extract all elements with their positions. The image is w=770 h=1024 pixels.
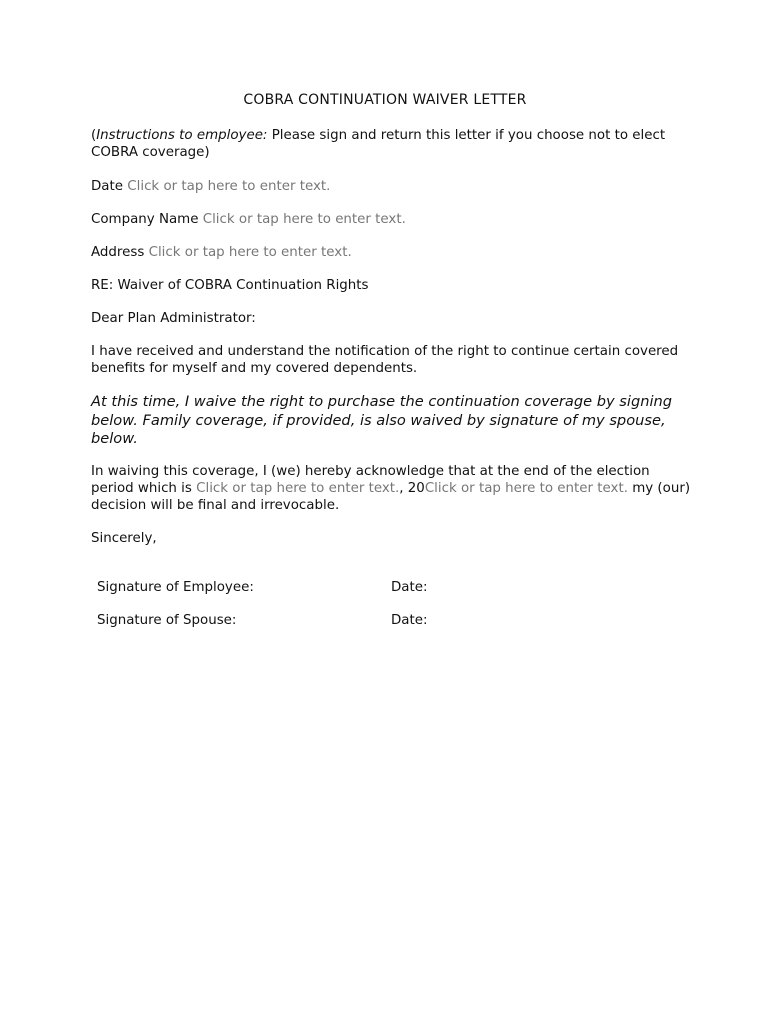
date-label: Date [91, 179, 124, 194]
company-placeholder-field[interactable]: Click or tap here to enter text. [202, 212, 406, 227]
acknowledge-text-2: , 20 [399, 481, 425, 496]
salutation: Dear Plan Administrator: [91, 311, 256, 326]
instructions-open-paren: ( [91, 128, 97, 143]
instructions-paragraph [91, 127, 691, 161]
address-label: Address [91, 245, 145, 260]
election-period-placeholder-field[interactable]: Click or tap here to enter text. [196, 481, 400, 496]
acknowledge-paragraph [91, 463, 691, 514]
date-line [91, 178, 691, 195]
closing: Sincerely, [91, 531, 157, 546]
instructions-text: Please sign and return this letter if you choose not to elect COBRA coverage) [91, 128, 666, 160]
address-placeholder-field[interactable]: Click or tap here to enter text. [148, 245, 352, 260]
employee-date-label: Date: [391, 580, 428, 595]
company-label: Company Name [91, 212, 199, 227]
address-line [91, 244, 691, 261]
instructions-label: Instructions to employee: [96, 128, 268, 143]
date-placeholder-field[interactable]: Click or tap here to enter text. [127, 179, 331, 194]
re-line: RE: Waiver of COBRA Continuation Rights [91, 278, 369, 293]
received-paragraph: I have received and understand the notification of the right to continue certain covered benefits for myself and my covered dependents. [91, 344, 679, 376]
spouse-signature-label: Signature of Spouse: [97, 613, 237, 628]
waive-paragraph: At this time, I waive the right to purchase the continuation coverage by signing below. Family coverage, if provided, is also waived by signature of my spouse, below. [91, 393, 673, 447]
acknowledge-text-1: In waiving this coverage, I (we) hereby acknowledge that at the end of the election period which is [91, 464, 650, 496]
spouse-date-label: Date: [391, 613, 428, 628]
year-placeholder-field[interactable]: Click or tap here to enter text. [424, 481, 628, 496]
acknowledge-text-3: my (our) decision will be final and irrevocable. [91, 481, 691, 513]
company-line [91, 211, 691, 228]
employee-signature-label: Signature of Employee: [97, 580, 254, 595]
document-title: COBRA CONTINUATION WAIVER LETTER [243, 92, 527, 108]
